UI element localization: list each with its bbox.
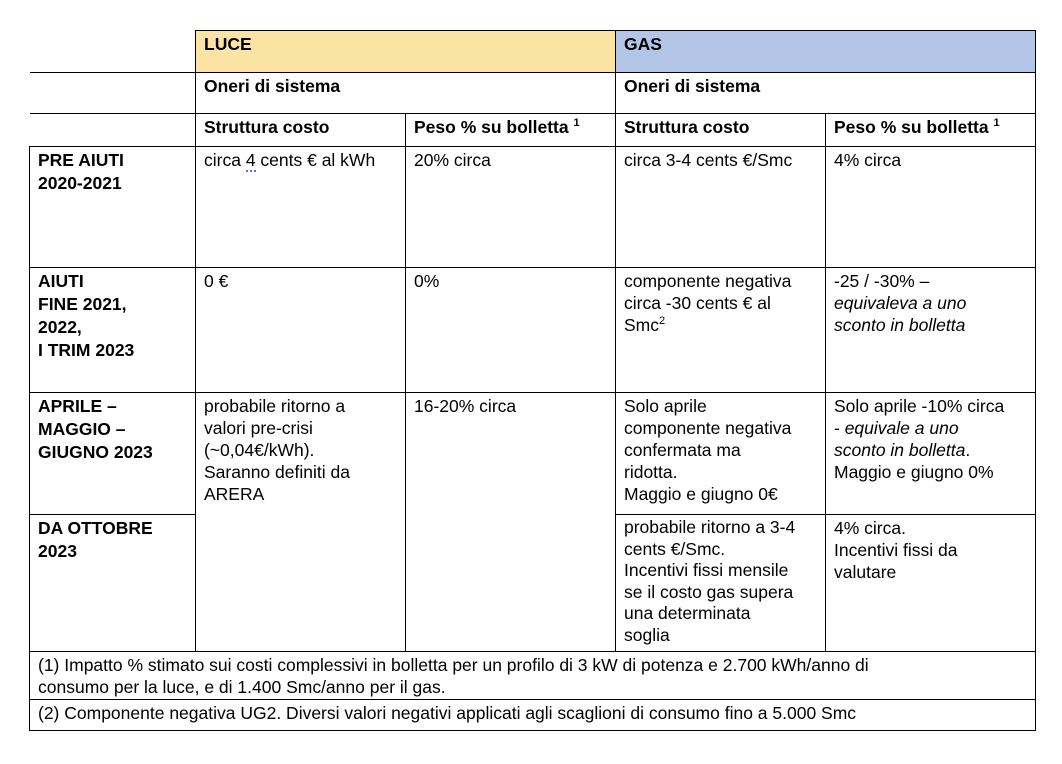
luce-struttura-header: Struttura costo	[196, 114, 406, 147]
gas-struttura-cell: circa 3-4 cents €/Smc	[616, 147, 826, 268]
luce-peso-cell: 16-20% circa	[406, 393, 616, 652]
row-label-aprile-giugno: APRILE – MAGGIO – GIUGNO 2023	[30, 393, 196, 515]
luce-header: LUCE	[196, 31, 616, 73]
gas-peso-cell: Solo aprile -10% circa - equivale a uno sconto in bolletta. Maggio e giugno 0%	[826, 393, 1036, 515]
oneri-table	[29, 30, 1036, 731]
luce-peso-header: Peso % su bolletta $^1$	[406, 114, 616, 147]
luce-oneri-header: Oneri di sistema	[196, 73, 616, 114]
footnote-2: (2) Componente negativa UG2. Diversi valori negativi applicati agli scaglioni di consumo fino a 5.000 Smc	[30, 700, 1036, 731]
gas-peso-cell: 4% circa	[826, 147, 1036, 268]
luce-struttura-cell: probabile ritorno a valori pre-crisi (~0,04€/kWh). Saranno definiti da ARERA	[196, 393, 406, 652]
gas-struttura-cell: probabile ritorno a 3-4 cents €/Smc. Incentivi fissi mensile se il costo gas supera una determinata soglia	[616, 515, 826, 652]
empty-corner	[30, 114, 196, 147]
gas-struttura-header: Struttura costo	[616, 114, 826, 147]
gas-struttura-cell: Solo aprile componente negativa confermata ma ridotta. Maggio e giugno 0€	[616, 393, 826, 515]
empty-corner	[30, 31, 196, 73]
luce-peso-cell: 0%	[406, 268, 616, 393]
gas-struttura-cell: componente negativa circa -30 cents € al Smc$^2$	[616, 268, 826, 393]
empty-corner	[30, 73, 196, 114]
row-label-da-ottobre: DA OTTOBRE 2023	[30, 515, 196, 652]
luce-peso-cell: 20% circa	[406, 147, 616, 268]
gas-oneri-header: Oneri di sistema	[616, 73, 1036, 114]
row-label-pre-aiuti: PRE AIUTI 2020-2021	[30, 147, 196, 268]
gas-peso-header: Peso % su bolletta $^1$	[826, 114, 1036, 147]
row-label-aiuti: AIUTI FINE 2021, 2022, I TRIM 2023	[30, 268, 196, 393]
gas-header: GAS	[616, 31, 1036, 73]
gas-peso-cell: 4% circa. Incentivi fissi da valutare	[826, 515, 1036, 652]
gas-peso-cell: -25 / -30% – equivaleva a uno sconto in bolletta	[826, 268, 1036, 393]
luce-struttura-cell: circa 4 cents € al kWh	[196, 147, 406, 268]
footnote-1: (1) Impatto % stimato sui costi complessivi in bolletta per un profilo di 3 kW di potenza e 2.700 kWh/anno di consumo per la luce, e di 1.400 Smc/anno per il gas.	[30, 652, 1036, 700]
luce-struttura-cell: 0 €	[196, 268, 406, 393]
